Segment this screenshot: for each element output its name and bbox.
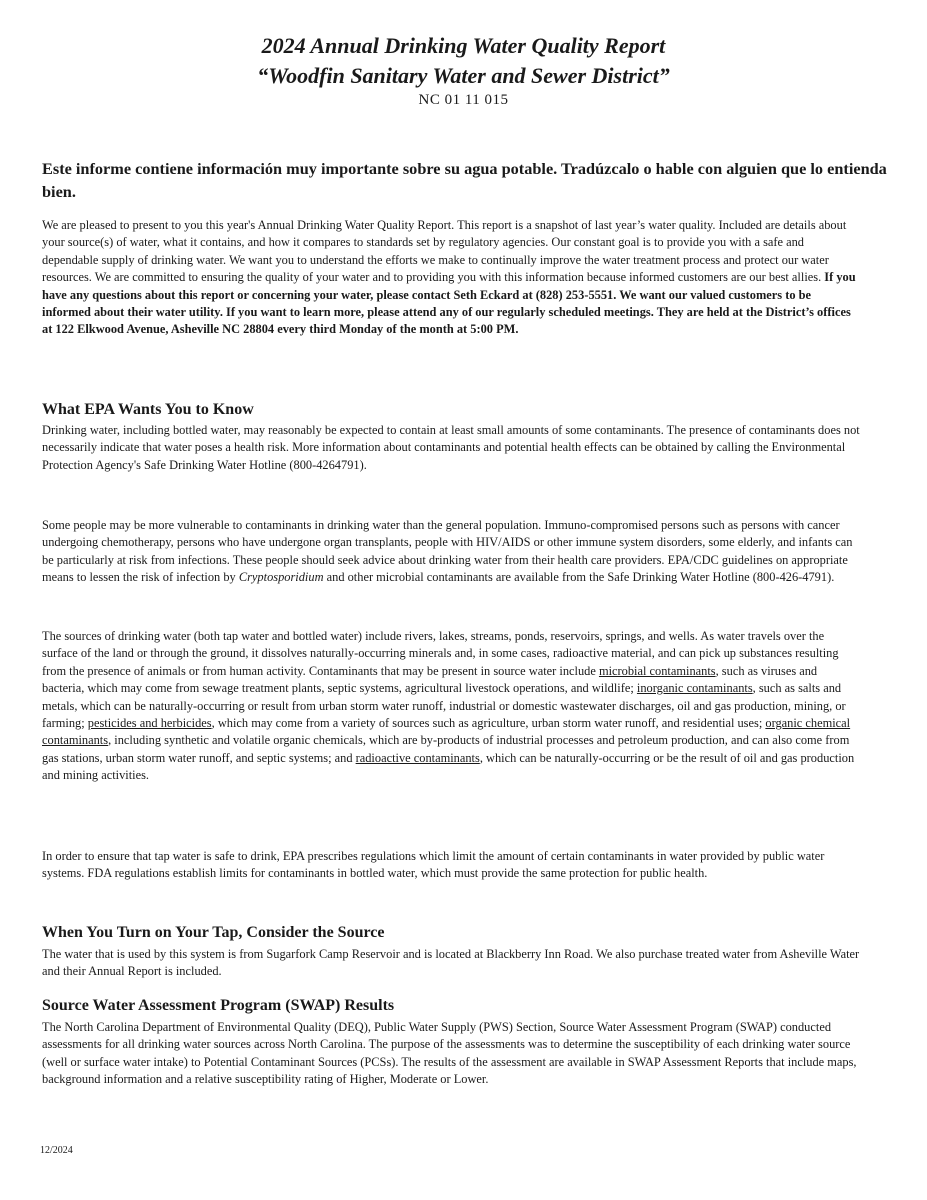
footer-date: 12/2024 (40, 1145, 73, 1156)
epa-paragraph-1: Drinking water, including bottled water, may reasonably be expected to contain at least small amounts of some contaminants. The presence of contaminants does not necessarily indicate that water poses a health risk. More information about contaminants and potential health effects can be obtained by calling the Environmental Protection Agency's Safe Drinking Water Hotline (800-4264791). (42, 423, 860, 472)
epa-para3-4: , which may come from a variety of sources such as agriculture, urban storm water runoff, and residential uses; (211, 716, 766, 731)
intro-paragraph (42, 217, 862, 339)
source-paragraph: The water that is used by this system is from Sugarfork Camp Reservoir and is located at Blackberry Inn Road. We also purchase treated water from Asheville Water and their Annual Report is included. (42, 947, 860, 979)
epa-paragraph-3 (42, 628, 862, 785)
epa-heading: What EPA Wants You to Know (42, 401, 254, 418)
organic-chemical-contaminants-term: organic chemical contaminants (42, 716, 851, 748)
radioactive-contaminants-term: radioactive contaminants (355, 750, 480, 765)
spanish-notice: Este informe contiene información muy importante sobre su agua potable. Tradúzcalo o hable con alguien que lo entienda bien. (42, 159, 887, 201)
epa-para3-6: , which can be naturally-occurring or be the result of oil and gas production and mining activities. (42, 750, 855, 783)
epa-paragraph-4: In order to ensure that tap water is safe to drink, EPA prescribes regulations which limit the amount of certain contaminants in water provided by public water systems. FDA regulations establish limits for contaminants in bottled water, which must provide the same protection for public health. (42, 849, 825, 881)
system-name: “Woodfin Sanitary Water and Sewer District” (257, 63, 670, 88)
source-heading: When You Turn on Your Tap, Consider the Source (42, 924, 385, 941)
epa-para3-3: , such as salts and metals, which can be naturally-occurring or result from urban storm water runoff, industrial or domestic wastewater discharges, oil and gas production, mining, or farming; (42, 681, 846, 731)
inorganic-contaminants-term: inorganic contaminants (636, 681, 753, 696)
epa-para2-b: and other microbial contaminants are available from the Safe Drinking Water Hotline (800-426-4791). (323, 570, 835, 585)
microbial-contaminants-term: microbial contaminants (598, 663, 716, 678)
intro-contact-text: If you have any questions about this report or concerning your water, please contact Seth Eckard at (828) 253-5551. We want our valued customers to be informed about their water utility. If you want to learn more, please attend any of our regularly scheduled meetings. They are held at the District’s offices at 122 Elkwood Avenue, Asheville NC 28804 every third Monday of the month at 5:00 PM. (42, 270, 856, 337)
epa-para2-italic: Cryptosporidium (238, 570, 324, 585)
swap-paragraph: The North Carolina Department of Environmental Quality (DEQ), Public Water Supply (PWS) Section, Source Water Assessment Program (SWAP) conducted assessments for all drinking water sources across North Carolina. The purpose of the assessments was to determine the susceptibility of each drinking water source (well or surface water intake) to Potential Contaminant Sources (PCSs). The results of the assessment are available in SWAP Assessment Reports that include maps, background information and a relative susceptibility rating of Higher, Moderate or Lower. (42, 1020, 857, 1087)
intro-text: We are pleased to present to you this year's Annual Drinking Water Quality Report. This report is a snapshot of last year’s water quality. Included are details about your source(s) of water, what it contains, and how it compares to standards set by regulatory agencies. Our constant goal is to provide you with a safe and dependable supply of drinking water. We want you to understand the efforts we make to continually improve the water treatment process and protect our water resources. We are committed to ensuring the quality of your water and to providing you with this information because informed customers are our best allies. (42, 218, 847, 285)
report-title: 2024 Annual Drinking Water Quality Report (261, 33, 666, 58)
epa-paragraph-2 (42, 517, 862, 587)
swap-heading: Source Water Assessment Program (SWAP) Results (42, 997, 395, 1014)
epa-para3-5: , including synthetic and volatile organic chemicals, which are by-products of industrial processes and petroleum production, and can also come from gas stations, urban storm water runoff, and septic systems; and (42, 733, 850, 765)
pesticides-herbicides-term: pesticides and herbicides (87, 716, 212, 731)
pws-id: NC 01 11 015 (418, 92, 509, 108)
epa-para3-2: , such as viruses and bacteria, which may come from sewage treatment plants, septic systems, agricultural livestock operations, and wildlife; (42, 663, 818, 696)
epa-para2-a: Some people may be more vulnerable to contaminants in drinking water than the general population. Immuno-compromised persons such as persons with cancer undergoing chemotherapy, persons who have undergone organ transplants, people with HIV/AIDS or other immune system disorders, some elderly, and infants can be particularly at risk from infections. These people should seek advice about drinking water from their health care providers. EPA/CDC guidelines on appropriate means to lessen the risk of infection by (42, 518, 853, 585)
epa-para3-1: The sources of drinking water (both tap water and bottled water) include rivers, lakes, streams, ponds, reservoirs, springs, and wells. As water travels over the surface of the land or through the ground, it dissolves naturally-occurring minerals and, in some cases, radioactive material, and can pick up substances resulting from the presence of animals or from human activity. Contaminants that may be present in source water include (42, 629, 839, 678)
